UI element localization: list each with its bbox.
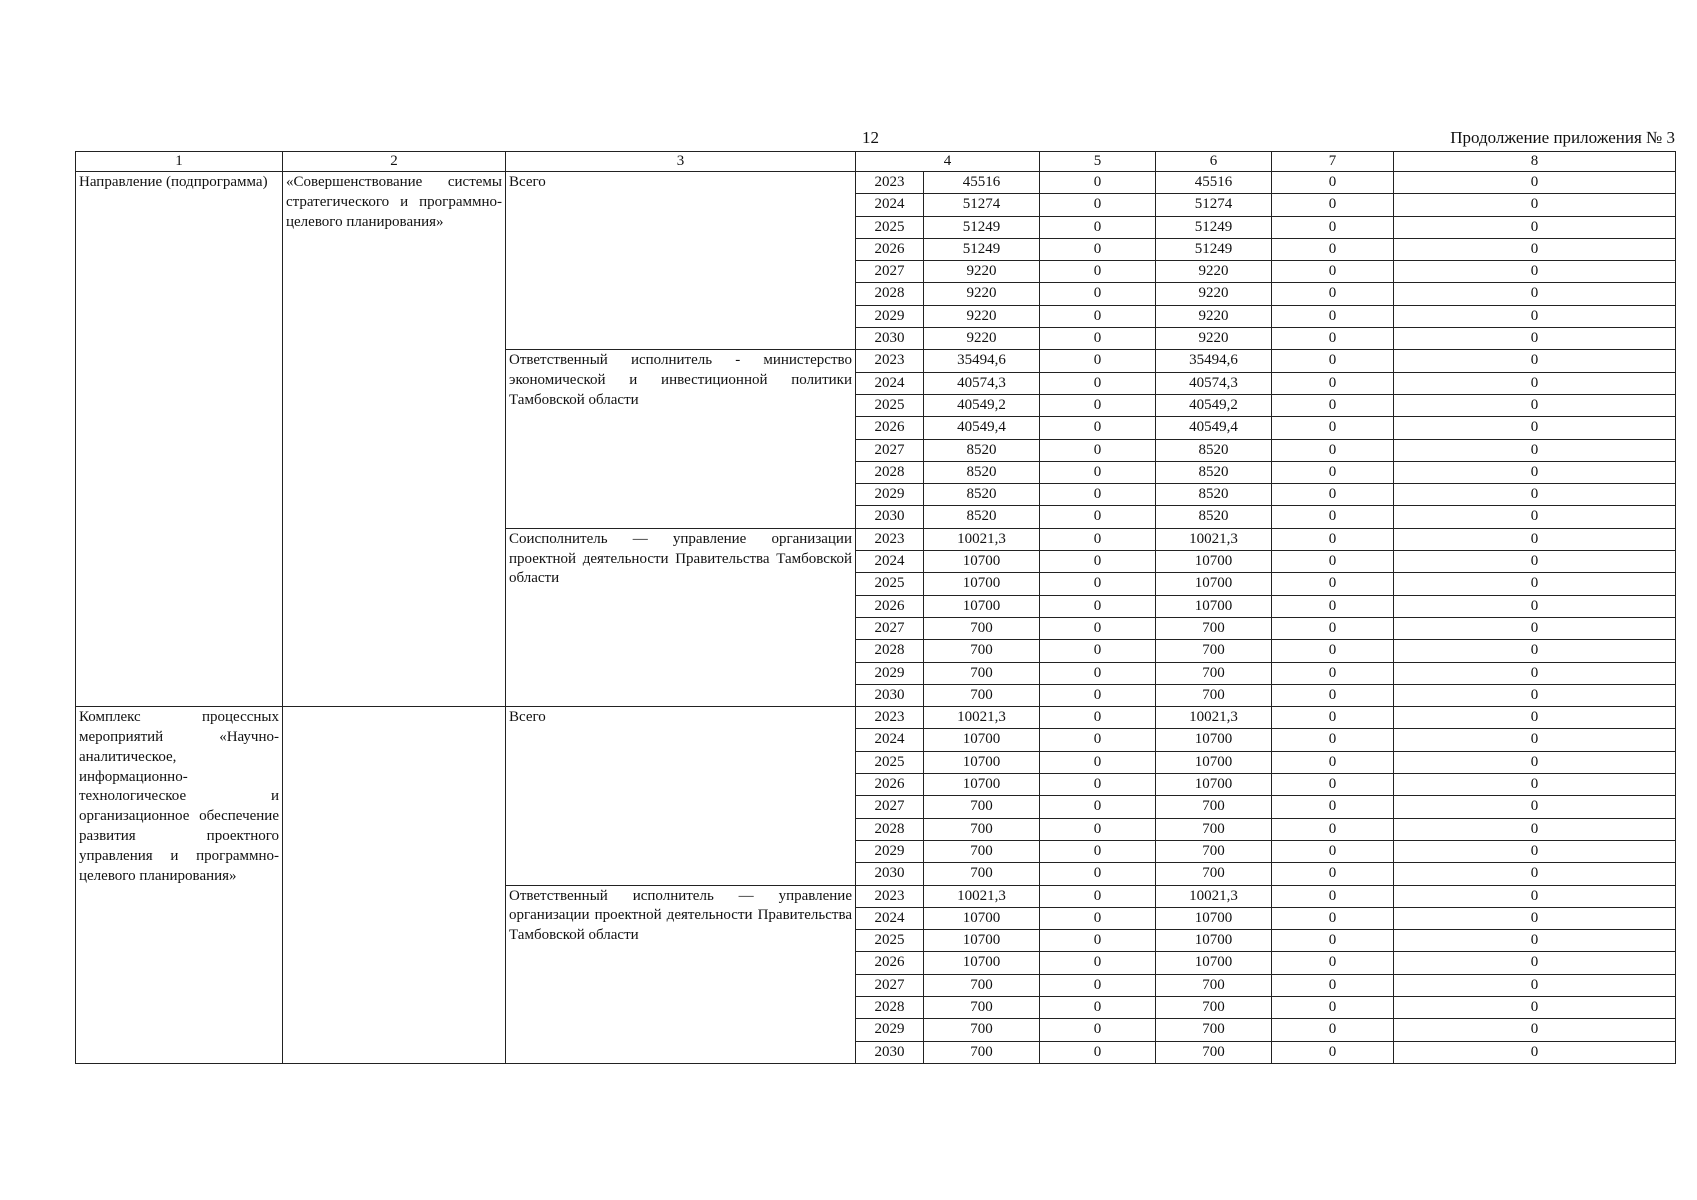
local-value-cell: 0 xyxy=(1272,662,1394,684)
section-name: «Совершенствование системы стратегического и программно-целевого планирования» xyxy=(283,172,506,707)
federal-value-cell: 0 xyxy=(1040,774,1156,796)
regional-value-cell: 51274 xyxy=(1156,194,1272,216)
federal-value-cell: 0 xyxy=(1040,372,1156,394)
total-value-cell: 700 xyxy=(924,818,1040,840)
total-value-cell: 700 xyxy=(924,863,1040,885)
regional-value-cell: 700 xyxy=(1156,863,1272,885)
local-value-cell: 0 xyxy=(1272,350,1394,372)
section-name xyxy=(283,707,506,1064)
year-cell: 2030 xyxy=(856,1041,924,1063)
year-cell: 2026 xyxy=(856,595,924,617)
regional-value-cell: 9220 xyxy=(1156,305,1272,327)
regional-value-cell: 700 xyxy=(1156,640,1272,662)
total-value-cell: 700 xyxy=(924,617,1040,639)
total-value-cell: 8520 xyxy=(924,484,1040,506)
total-value-cell: 51249 xyxy=(924,216,1040,238)
year-cell: 2025 xyxy=(856,573,924,595)
total-value-cell: 700 xyxy=(924,840,1040,862)
federal-value-cell: 0 xyxy=(1040,283,1156,305)
year-cell: 2027 xyxy=(856,974,924,996)
funding-group-label: Всего xyxy=(506,172,856,350)
total-value-cell: 9220 xyxy=(924,305,1040,327)
federal-value-cell: 0 xyxy=(1040,506,1156,528)
extrabudget-value-cell: 0 xyxy=(1394,439,1676,461)
funding-group-label: Ответственный исполнитель — управление организации проектной деятельности Правительства Тамбовской области xyxy=(506,885,856,1063)
local-value-cell: 0 xyxy=(1272,484,1394,506)
column-number-2: 2 xyxy=(283,152,506,172)
local-value-cell: 0 xyxy=(1272,461,1394,483)
total-value-cell: 8520 xyxy=(924,506,1040,528)
local-value-cell: 0 xyxy=(1272,640,1394,662)
extrabudget-value-cell: 0 xyxy=(1394,684,1676,706)
total-value-cell: 10021,3 xyxy=(924,528,1040,550)
regional-value-cell: 700 xyxy=(1156,684,1272,706)
local-value-cell: 0 xyxy=(1272,617,1394,639)
local-value-cell: 0 xyxy=(1272,551,1394,573)
regional-value-cell: 10700 xyxy=(1156,573,1272,595)
year-cell: 2030 xyxy=(856,506,924,528)
federal-value-cell: 0 xyxy=(1040,350,1156,372)
extrabudget-value-cell: 0 xyxy=(1394,283,1676,305)
total-value-cell: 10700 xyxy=(924,551,1040,573)
total-value-cell: 9220 xyxy=(924,283,1040,305)
local-value-cell: 0 xyxy=(1272,194,1394,216)
federal-value-cell: 0 xyxy=(1040,930,1156,952)
regional-value-cell: 10700 xyxy=(1156,595,1272,617)
local-value-cell: 0 xyxy=(1272,238,1394,260)
extrabudget-value-cell: 0 xyxy=(1394,974,1676,996)
year-cell: 2023 xyxy=(856,707,924,729)
federal-value-cell: 0 xyxy=(1040,974,1156,996)
regional-value-cell: 10700 xyxy=(1156,952,1272,974)
regional-value-cell: 40549,4 xyxy=(1156,417,1272,439)
column-number-7: 7 xyxy=(1272,152,1394,172)
year-cell: 2030 xyxy=(856,684,924,706)
column-number-row xyxy=(76,152,1676,172)
regional-value-cell: 700 xyxy=(1156,996,1272,1018)
extrabudget-value-cell: 0 xyxy=(1394,551,1676,573)
total-value-cell: 700 xyxy=(924,796,1040,818)
extrabudget-value-cell: 0 xyxy=(1394,172,1676,194)
federal-value-cell: 0 xyxy=(1040,796,1156,818)
extrabudget-value-cell: 0 xyxy=(1394,350,1676,372)
regional-value-cell: 8520 xyxy=(1156,439,1272,461)
local-value-cell: 0 xyxy=(1272,1041,1394,1063)
extrabudget-value-cell: 0 xyxy=(1394,662,1676,684)
year-cell: 2025 xyxy=(856,216,924,238)
regional-value-cell: 40574,3 xyxy=(1156,372,1272,394)
extrabudget-value-cell: 0 xyxy=(1394,751,1676,773)
column-number-6: 6 xyxy=(1156,152,1272,172)
local-value-cell: 0 xyxy=(1272,996,1394,1018)
year-cell: 2023 xyxy=(856,528,924,550)
year-cell: 2030 xyxy=(856,328,924,350)
local-value-cell: 0 xyxy=(1272,172,1394,194)
regional-value-cell: 10021,3 xyxy=(1156,707,1272,729)
total-value-cell: 10700 xyxy=(924,930,1040,952)
federal-value-cell: 0 xyxy=(1040,863,1156,885)
regional-value-cell: 8520 xyxy=(1156,461,1272,483)
total-value-cell: 10700 xyxy=(924,952,1040,974)
year-cell: 2023 xyxy=(856,172,924,194)
extrabudget-value-cell: 0 xyxy=(1394,305,1676,327)
local-value-cell: 0 xyxy=(1272,439,1394,461)
year-cell: 2029 xyxy=(856,662,924,684)
federal-value-cell: 0 xyxy=(1040,595,1156,617)
local-value-cell: 0 xyxy=(1272,684,1394,706)
regional-value-cell: 40549,2 xyxy=(1156,394,1272,416)
extrabudget-value-cell: 0 xyxy=(1394,774,1676,796)
year-cell: 2024 xyxy=(856,729,924,751)
local-value-cell: 0 xyxy=(1272,283,1394,305)
federal-value-cell: 0 xyxy=(1040,238,1156,260)
column-number-3: 3 xyxy=(506,152,856,172)
extrabudget-value-cell: 0 xyxy=(1394,417,1676,439)
extrabudget-value-cell: 0 xyxy=(1394,261,1676,283)
column-number-4: 4 xyxy=(856,152,1040,172)
regional-value-cell: 9220 xyxy=(1156,261,1272,283)
local-value-cell: 0 xyxy=(1272,707,1394,729)
local-value-cell: 0 xyxy=(1272,818,1394,840)
year-cell: 2027 xyxy=(856,261,924,283)
column-number-5: 5 xyxy=(1040,152,1156,172)
total-value-cell: 10700 xyxy=(924,729,1040,751)
regional-value-cell: 10700 xyxy=(1156,774,1272,796)
extrabudget-value-cell: 0 xyxy=(1394,796,1676,818)
local-value-cell: 0 xyxy=(1272,417,1394,439)
federal-value-cell: 0 xyxy=(1040,952,1156,974)
extrabudget-value-cell: 0 xyxy=(1394,461,1676,483)
federal-value-cell: 0 xyxy=(1040,305,1156,327)
budget-table xyxy=(75,151,1676,1064)
year-cell: 2028 xyxy=(856,818,924,840)
federal-value-cell: 0 xyxy=(1040,684,1156,706)
year-cell: 2028 xyxy=(856,640,924,662)
extrabudget-value-cell: 0 xyxy=(1394,372,1676,394)
year-cell: 2026 xyxy=(856,952,924,974)
year-cell: 2029 xyxy=(856,840,924,862)
local-value-cell: 0 xyxy=(1272,528,1394,550)
total-value-cell: 35494,6 xyxy=(924,350,1040,372)
year-cell: 2029 xyxy=(856,305,924,327)
extrabudget-value-cell: 0 xyxy=(1394,595,1676,617)
extrabudget-value-cell: 0 xyxy=(1394,707,1676,729)
extrabudget-value-cell: 0 xyxy=(1394,528,1676,550)
local-value-cell: 0 xyxy=(1272,774,1394,796)
funding-group-label: Соисполнитель — управление организации проектной деятельности Правительства Тамбовской области xyxy=(506,528,856,706)
local-value-cell: 0 xyxy=(1272,328,1394,350)
extrabudget-value-cell: 0 xyxy=(1394,729,1676,751)
total-value-cell: 40574,3 xyxy=(924,372,1040,394)
local-value-cell: 0 xyxy=(1272,216,1394,238)
extrabudget-value-cell: 0 xyxy=(1394,194,1676,216)
federal-value-cell: 0 xyxy=(1040,328,1156,350)
page-number: 12 xyxy=(862,128,879,147)
total-value-cell: 10021,3 xyxy=(924,885,1040,907)
federal-value-cell: 0 xyxy=(1040,484,1156,506)
federal-value-cell: 0 xyxy=(1040,461,1156,483)
regional-value-cell: 10700 xyxy=(1156,751,1272,773)
federal-value-cell: 0 xyxy=(1040,573,1156,595)
total-value-cell: 700 xyxy=(924,974,1040,996)
regional-value-cell: 10021,3 xyxy=(1156,885,1272,907)
extrabudget-value-cell: 0 xyxy=(1394,907,1676,929)
regional-value-cell: 45516 xyxy=(1156,172,1272,194)
regional-value-cell: 35494,6 xyxy=(1156,350,1272,372)
total-value-cell: 45516 xyxy=(924,172,1040,194)
extrabudget-value-cell: 0 xyxy=(1394,328,1676,350)
table-row xyxy=(76,172,1676,194)
federal-value-cell: 0 xyxy=(1040,439,1156,461)
year-cell: 2024 xyxy=(856,907,924,929)
year-cell: 2030 xyxy=(856,863,924,885)
total-value-cell: 10700 xyxy=(924,751,1040,773)
extrabudget-value-cell: 0 xyxy=(1394,952,1676,974)
regional-value-cell: 51249 xyxy=(1156,216,1272,238)
year-cell: 2023 xyxy=(856,350,924,372)
total-value-cell: 700 xyxy=(924,1041,1040,1063)
year-cell: 2027 xyxy=(856,796,924,818)
appendix-label: Продолжение приложения № 3 xyxy=(1450,128,1675,147)
year-cell: 2028 xyxy=(856,996,924,1018)
local-value-cell: 0 xyxy=(1272,394,1394,416)
section-title: Комплекс процессных мероприятий «Научно-аналитическое, информационно-технологическое и организационное обеспечение развития проектного управления и программно-целевого планирования» xyxy=(76,707,283,1064)
federal-value-cell: 0 xyxy=(1040,840,1156,862)
federal-value-cell: 0 xyxy=(1040,907,1156,929)
total-value-cell: 700 xyxy=(924,996,1040,1018)
year-cell: 2028 xyxy=(856,461,924,483)
year-cell: 2025 xyxy=(856,930,924,952)
regional-value-cell: 10700 xyxy=(1156,930,1272,952)
federal-value-cell: 0 xyxy=(1040,1019,1156,1041)
extrabudget-value-cell: 0 xyxy=(1394,885,1676,907)
federal-value-cell: 0 xyxy=(1040,261,1156,283)
local-value-cell: 0 xyxy=(1272,573,1394,595)
column-number-8: 8 xyxy=(1394,152,1676,172)
total-value-cell: 10700 xyxy=(924,573,1040,595)
federal-value-cell: 0 xyxy=(1040,885,1156,907)
total-value-cell: 700 xyxy=(924,640,1040,662)
federal-value-cell: 0 xyxy=(1040,707,1156,729)
table-row xyxy=(76,707,1676,729)
local-value-cell: 0 xyxy=(1272,506,1394,528)
year-cell: 2029 xyxy=(856,484,924,506)
extrabudget-value-cell: 0 xyxy=(1394,394,1676,416)
federal-value-cell: 0 xyxy=(1040,551,1156,573)
local-value-cell: 0 xyxy=(1272,885,1394,907)
local-value-cell: 0 xyxy=(1272,863,1394,885)
total-value-cell: 8520 xyxy=(924,461,1040,483)
federal-value-cell: 0 xyxy=(1040,1041,1156,1063)
total-value-cell: 700 xyxy=(924,1019,1040,1041)
regional-value-cell: 10700 xyxy=(1156,551,1272,573)
regional-value-cell: 700 xyxy=(1156,796,1272,818)
regional-value-cell: 700 xyxy=(1156,617,1272,639)
federal-value-cell: 0 xyxy=(1040,617,1156,639)
year-cell: 2026 xyxy=(856,774,924,796)
regional-value-cell: 700 xyxy=(1156,840,1272,862)
regional-value-cell: 10021,3 xyxy=(1156,528,1272,550)
extrabudget-value-cell: 0 xyxy=(1394,996,1676,1018)
funding-group-label: Ответственный исполнитель - министерство экономической и инвестиционной политики Тамбовской области xyxy=(506,350,856,528)
federal-value-cell: 0 xyxy=(1040,394,1156,416)
local-value-cell: 0 xyxy=(1272,595,1394,617)
extrabudget-value-cell: 0 xyxy=(1394,238,1676,260)
federal-value-cell: 0 xyxy=(1040,751,1156,773)
year-cell: 2025 xyxy=(856,751,924,773)
total-value-cell: 51274 xyxy=(924,194,1040,216)
federal-value-cell: 0 xyxy=(1040,172,1156,194)
total-value-cell: 10700 xyxy=(924,774,1040,796)
local-value-cell: 0 xyxy=(1272,261,1394,283)
section-title: Направление (подпрограмма) xyxy=(76,172,283,707)
regional-value-cell: 9220 xyxy=(1156,283,1272,305)
extrabudget-value-cell: 0 xyxy=(1394,617,1676,639)
total-value-cell: 51249 xyxy=(924,238,1040,260)
federal-value-cell: 0 xyxy=(1040,996,1156,1018)
regional-value-cell: 700 xyxy=(1156,818,1272,840)
total-value-cell: 10700 xyxy=(924,595,1040,617)
regional-value-cell: 8520 xyxy=(1156,484,1272,506)
federal-value-cell: 0 xyxy=(1040,216,1156,238)
extrabudget-value-cell: 0 xyxy=(1394,484,1676,506)
extrabudget-value-cell: 0 xyxy=(1394,506,1676,528)
federal-value-cell: 0 xyxy=(1040,528,1156,550)
regional-value-cell: 10700 xyxy=(1156,907,1272,929)
federal-value-cell: 0 xyxy=(1040,417,1156,439)
regional-value-cell: 700 xyxy=(1156,1041,1272,1063)
extrabudget-value-cell: 0 xyxy=(1394,216,1676,238)
total-value-cell: 40549,2 xyxy=(924,394,1040,416)
extrabudget-value-cell: 0 xyxy=(1394,818,1676,840)
regional-value-cell: 700 xyxy=(1156,1019,1272,1041)
local-value-cell: 0 xyxy=(1272,840,1394,862)
total-value-cell: 700 xyxy=(924,684,1040,706)
year-cell: 2027 xyxy=(856,617,924,639)
year-cell: 2026 xyxy=(856,238,924,260)
year-cell: 2024 xyxy=(856,372,924,394)
table-body xyxy=(76,152,1676,1064)
local-value-cell: 0 xyxy=(1272,751,1394,773)
federal-value-cell: 0 xyxy=(1040,662,1156,684)
year-cell: 2029 xyxy=(856,1019,924,1041)
regional-value-cell: 51249 xyxy=(1156,238,1272,260)
year-cell: 2024 xyxy=(856,194,924,216)
local-value-cell: 0 xyxy=(1272,305,1394,327)
total-value-cell: 9220 xyxy=(924,261,1040,283)
local-value-cell: 0 xyxy=(1272,952,1394,974)
federal-value-cell: 0 xyxy=(1040,640,1156,662)
total-value-cell: 700 xyxy=(924,662,1040,684)
extrabudget-value-cell: 0 xyxy=(1394,840,1676,862)
regional-value-cell: 8520 xyxy=(1156,506,1272,528)
year-cell: 2026 xyxy=(856,417,924,439)
total-value-cell: 8520 xyxy=(924,439,1040,461)
local-value-cell: 0 xyxy=(1272,372,1394,394)
column-number-1: 1 xyxy=(76,152,283,172)
extrabudget-value-cell: 0 xyxy=(1394,640,1676,662)
extrabudget-value-cell: 0 xyxy=(1394,930,1676,952)
total-value-cell: 9220 xyxy=(924,328,1040,350)
extrabudget-value-cell: 0 xyxy=(1394,1041,1676,1063)
year-cell: 2025 xyxy=(856,394,924,416)
funding-group-label: Всего xyxy=(506,707,856,885)
local-value-cell: 0 xyxy=(1272,907,1394,929)
regional-value-cell: 10700 xyxy=(1156,729,1272,751)
local-value-cell: 0 xyxy=(1272,729,1394,751)
extrabudget-value-cell: 0 xyxy=(1394,573,1676,595)
regional-value-cell: 700 xyxy=(1156,662,1272,684)
federal-value-cell: 0 xyxy=(1040,818,1156,840)
regional-value-cell: 9220 xyxy=(1156,328,1272,350)
regional-value-cell: 700 xyxy=(1156,974,1272,996)
federal-value-cell: 0 xyxy=(1040,194,1156,216)
local-value-cell: 0 xyxy=(1272,796,1394,818)
total-value-cell: 10021,3 xyxy=(924,707,1040,729)
extrabudget-value-cell: 0 xyxy=(1394,863,1676,885)
year-cell: 2027 xyxy=(856,439,924,461)
local-value-cell: 0 xyxy=(1272,930,1394,952)
year-cell: 2023 xyxy=(856,885,924,907)
total-value-cell: 40549,4 xyxy=(924,417,1040,439)
local-value-cell: 0 xyxy=(1272,974,1394,996)
year-cell: 2024 xyxy=(856,551,924,573)
total-value-cell: 10700 xyxy=(924,907,1040,929)
year-cell: 2028 xyxy=(856,283,924,305)
extrabudget-value-cell: 0 xyxy=(1394,1019,1676,1041)
local-value-cell: 0 xyxy=(1272,1019,1394,1041)
federal-value-cell: 0 xyxy=(1040,729,1156,751)
